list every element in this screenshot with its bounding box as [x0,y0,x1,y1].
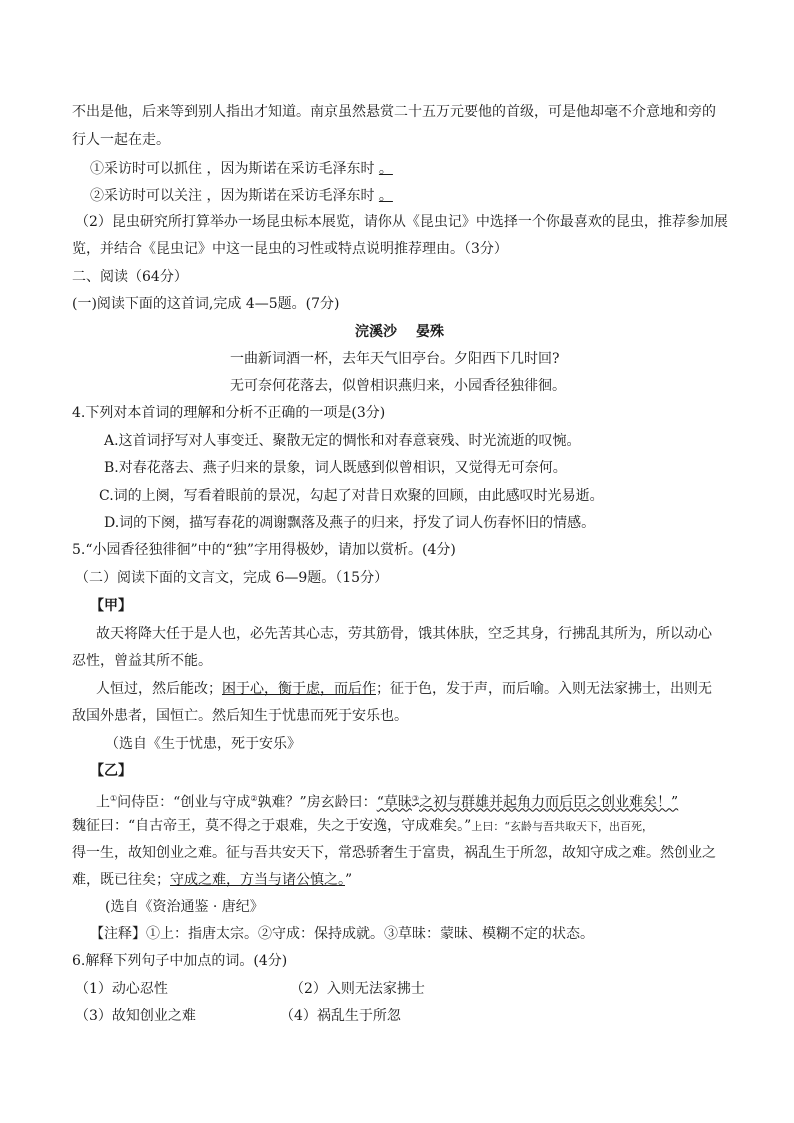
poem-title: 浣溪沙 [355,324,397,340]
question-6-item-2: （2）入则无法家拂士 [290,981,425,997]
yi-line-2 [72,817,653,836]
option-1-blank: 。 [378,161,393,177]
jia-p2-text-a: 人恒过，然后能改； [96,681,222,697]
jia-source: （选自《生于忧患，死于安乐》 [105,736,301,752]
footnote-mark-3: ③ [411,794,420,803]
yi-l1-text-c: 孰难？”房玄龄曰： [257,794,377,811]
yi-l4-text-a: 难，既已往矣； [72,872,170,888]
question-2-line-2: 览，并结合《昆虫记》中这一昆虫的习性或特点说明推荐理由。（3分） [72,241,508,257]
question-4-stem: 4.下列对本首词的理解和分析不正确的一项是(3分) [72,405,386,421]
yi-l4-text-b: ” [345,872,353,888]
yi-line-3: 得一生，故知创业之难。征与吾共安天下，常恐骄奢生于富贵，祸乱生于所忽，故知守成之难。然创业之 [72,845,716,861]
option-2-text: ②采访时可以关注 ，因为斯诺在采访毛泽东时 [90,188,379,204]
yi-line-1 [96,790,678,812]
question-6-item-3: （3）故知创业之难 [75,1008,196,1024]
yi-l1-text-a: 上 [96,794,110,811]
jia-p2-text-b: ；征于色，发于声，而后喻。入则无法家拂士，出则无 [376,681,712,697]
part-1-intro: (一)阅读下面的这首词,完成 4—5题。(7分) [72,296,340,312]
section-2-title: 二、阅读（64分） [72,269,188,285]
option-1 [90,160,393,178]
question-2-line-1: （2）昆虫研究所打算举办一场昆虫标本展览，请你从《昆虫记》中选择一个你最喜欢的昆虫，推荐参加展 [75,214,728,230]
yi-label: 【乙】 [90,763,132,779]
footnote-mark-1: ① [110,794,118,803]
question-5: 5.“小园香径独徘徊”中的“独”字用得极妙，请加以赏析。(4分) [72,542,456,558]
poem-line-2: 无可奈何花落去，似曾相识燕归来，小园香径独徘徊。 [230,378,566,394]
jia-paragraph-2-line-1 [96,680,712,698]
yi-l2-text-a: 魏征曰：“自古帝王，莫不得之于艰难，失之于安逸，守成难矣。” [72,818,472,834]
poem-line-1: 一曲新词酒一杯，去年天气旧亭台。夕阳西下几时回? [230,351,560,367]
option-1-text: ①采访时可以抓住 ，因为斯诺在采访毛泽东时 [90,161,379,177]
prev-text-line-1: 不出是他，后来等到别人指出才知道。南京虽然悬赏二十五万元要他的首级，可是他却毫不介意地和旁的 [72,104,716,120]
jia-paragraph-1-line-1: 故天将降大任于是人也，必先苦其心志，劳其筋骨，饿其体肤，空乏其身，行拂乱其所为，所以动心 [96,626,712,642]
question-6-item-4: （4）祸乱生于所忽 [280,1008,401,1024]
question-4-option-b: B.对春花落去、燕子归来的景象，词人既感到似曾相识，又觉得无可奈何。 [104,460,567,476]
question-6-stem: 6.解释下列句子中加点的词。(4分) [72,953,288,969]
jia-paragraph-2-line-2: 敌国外患者，国恒亡。然后知生于忧患而死于安乐也。 [72,708,408,724]
poem-author: 晏殊 [416,324,444,340]
yi-underlined-sentence: 守成之难，方当与诸公慎之。 [170,872,345,888]
prev-text-line-2: 行人一起在走。 [72,132,170,148]
question-6-item-1: （1）动心忍性 [75,981,168,997]
yi-l2-text-b: 上曰：“玄龄与吾共取天下，出百死， [471,820,653,833]
yi-wavy-text-b: 之初与群雄并起角力而后臣之创业难矣！” [419,794,679,811]
jia-underlined-sentence: 困于心，衡于虑，而后作 [222,681,376,697]
part-2-intro: （二）阅读下面的文言文，完成 6—9题。（15分） [75,570,389,586]
jia-paragraph-1-line-2: 忍性，曾益其所不能。 [72,653,212,669]
question-4-option-d: D.词的下阕，描写春花的凋谢飘落及燕子的归来，抒发了词人伤春怀旧的情感。 [104,515,596,531]
yi-source: (选自《资治通鉴 · 唐纪》 [105,899,264,915]
yi-wavy-text-a: “草昧 [376,794,412,811]
option-2 [90,187,393,205]
question-4-option-c: C.词的上阕，写看着眼前的景况，勾起了对昔日欢聚的回顾，由此感叹时光易逝。 [99,488,604,504]
yi-notes: 【注释】①上：指唐太宗。②守成：保持成就。③草昧：蒙昧、模糊不定的状态。 [90,926,594,942]
question-4-option-a: A.这首词抒写对人事变迁、聚散无定的惆怅和对春意衰残、时光流逝的叹惋。 [104,433,581,449]
yi-l1-text-b: 问侍臣：“创业与守成 [117,794,251,811]
jia-label: 【甲】 [90,598,132,614]
option-2-blank: 。 [378,188,393,204]
yi-line-4 [72,871,352,889]
footnote-mark-2: ② [250,794,258,803]
